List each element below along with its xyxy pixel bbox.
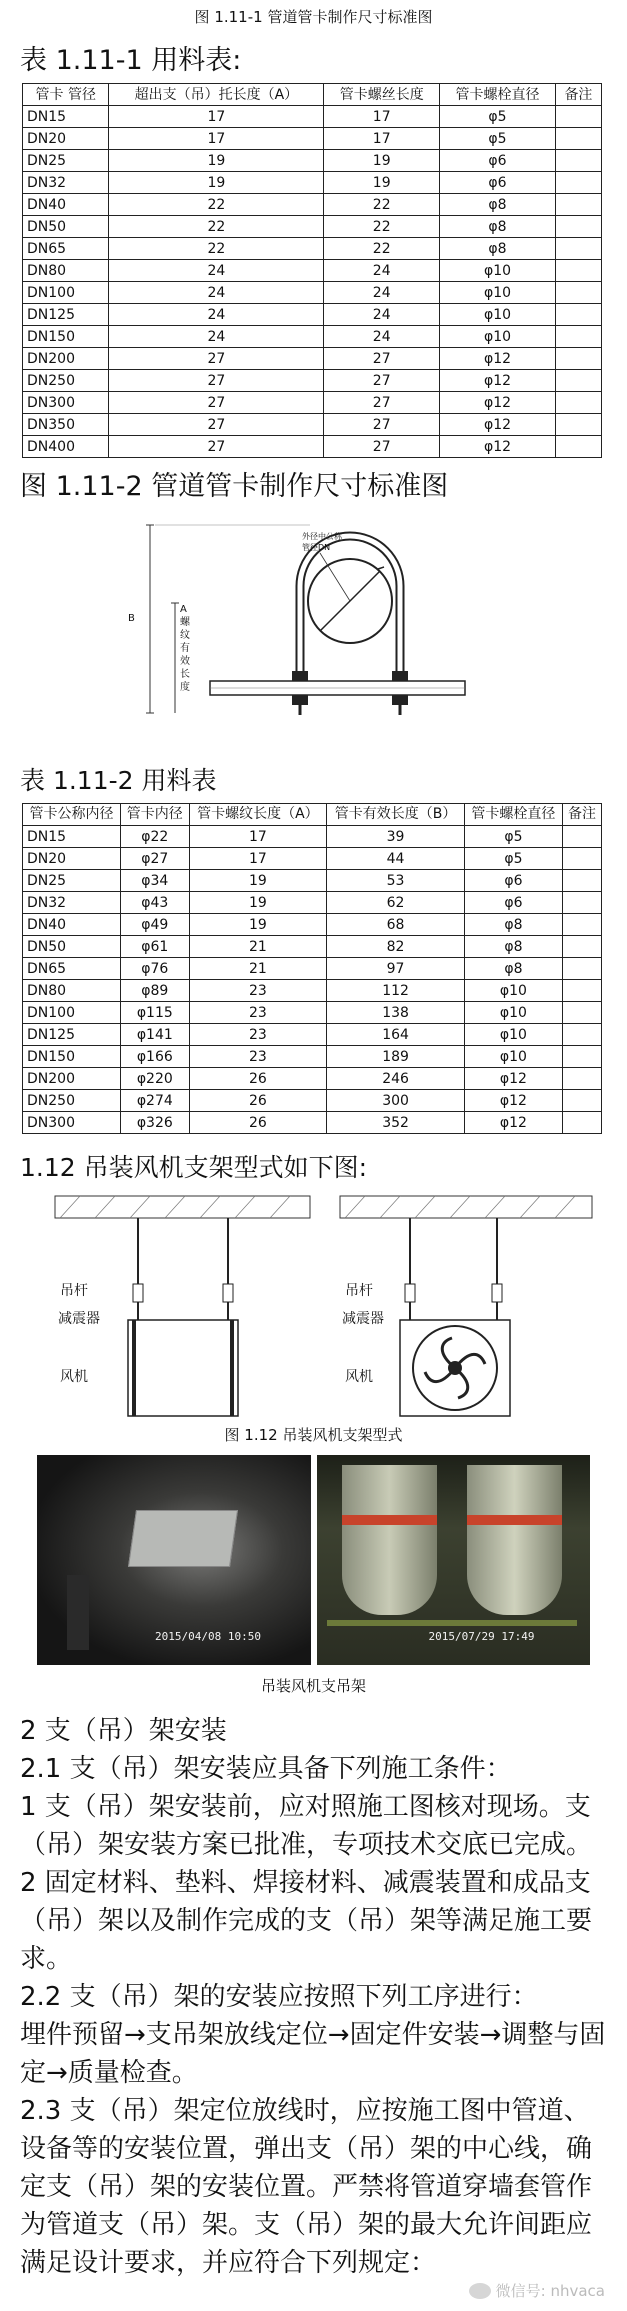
- table-cell: [555, 348, 601, 370]
- table-cell: [562, 848, 601, 870]
- table-cell: 22: [324, 216, 440, 238]
- table-row: [23, 150, 602, 172]
- fan-hanger-diagram: [0, 1184, 627, 1424]
- table-cell: 19: [324, 172, 440, 194]
- table-cell: 112: [327, 980, 465, 1002]
- table-cell: φ8: [440, 194, 556, 216]
- table-row: [23, 172, 602, 194]
- table-row: [23, 1024, 602, 1046]
- table-cell: φ34: [121, 870, 190, 892]
- table-cell: 23: [189, 1046, 327, 1068]
- table-row: [23, 958, 602, 980]
- table-cell: φ43: [121, 892, 190, 914]
- table-cell: [562, 936, 601, 958]
- table-cell: φ76: [121, 958, 190, 980]
- fan-hanger-drawing: [0, 1184, 627, 1424]
- table-row: [23, 870, 602, 892]
- table-cell: [562, 1024, 601, 1046]
- table-header-cell: 管卡 管径: [23, 84, 109, 106]
- table-header-cell: 管卡公称内径: [23, 804, 121, 826]
- table-cell: DN32: [23, 172, 109, 194]
- table-cell: [562, 1068, 601, 1090]
- table-cell: 27: [109, 436, 324, 458]
- paragraph: 埋件预留→支吊架放线定位→固定件安装→调整与固定→质量检查。: [20, 2020, 606, 2088]
- figure-1-11-2-title: 图 1.11-2 管道管卡制作尺寸标准图: [20, 471, 449, 502]
- label-damper-right: 减震器: [342, 1311, 384, 1327]
- table-cell: DN15: [23, 826, 121, 848]
- table-cell: 21: [189, 936, 327, 958]
- table-cell: [562, 870, 601, 892]
- paragraph: 2.1 支（吊）架安装应具备下列施工条件：: [20, 1754, 512, 1784]
- table-cell: φ10: [440, 326, 556, 348]
- table-cell: DN250: [23, 1090, 121, 1112]
- table-cell: DN65: [23, 958, 121, 980]
- table-cell: DN100: [23, 282, 109, 304]
- table-cell: 27: [109, 348, 324, 370]
- label-hanger-rod-right: 吊杆: [345, 1283, 373, 1299]
- table-cell: φ5: [440, 106, 556, 128]
- label-damper-left: 减震器: [58, 1311, 100, 1327]
- installation-text: [20, 1712, 607, 2282]
- table-row: [23, 936, 602, 958]
- site-photos: [37, 1455, 590, 1665]
- table-cell: 62: [327, 892, 465, 914]
- label-hanger-rod-left: 吊杆: [60, 1283, 88, 1299]
- table-row: [23, 194, 602, 216]
- table-row: [23, 238, 602, 260]
- table-cell: 300: [327, 1090, 465, 1112]
- table-header-cell: 管卡螺栓直径: [440, 84, 556, 106]
- table-cell: 17: [189, 826, 327, 848]
- table-header-cell: 管卡螺纹长度（A）: [189, 804, 327, 826]
- table-cell: 27: [324, 392, 440, 414]
- table-cell: φ220: [121, 1068, 190, 1090]
- photo-caption: 吊装风机支吊架: [260, 1677, 366, 1695]
- table-cell: DN20: [23, 848, 121, 870]
- table-cell: 246: [327, 1068, 465, 1090]
- table-row: [23, 128, 602, 150]
- table-cell: 19: [189, 870, 327, 892]
- table-cell: [555, 260, 601, 282]
- table-cell: φ12: [440, 392, 556, 414]
- table-cell: [555, 304, 601, 326]
- table-cell: 24: [109, 282, 324, 304]
- table-cell: φ10: [464, 980, 562, 1002]
- table-row: [23, 980, 602, 1002]
- table-cell: 27: [109, 370, 324, 392]
- table-row: [23, 216, 602, 238]
- table-cell: DN300: [23, 392, 109, 414]
- table-cell: [555, 436, 601, 458]
- table-cell: 352: [327, 1112, 465, 1134]
- table-cell: DN40: [23, 194, 109, 216]
- table-row: [23, 392, 602, 414]
- table-cell: DN200: [23, 348, 109, 370]
- table-cell: [562, 958, 601, 980]
- table-cell: 23: [189, 1024, 327, 1046]
- table-row: [23, 892, 602, 914]
- table-row: [23, 914, 602, 936]
- table-cell: φ166: [121, 1046, 190, 1068]
- materials-table-2: [22, 803, 602, 1134]
- table-cell: 19: [109, 172, 324, 194]
- table-row: [23, 326, 602, 348]
- paragraph: 1 支（吊）架安装前，应对照施工图核对现场。支（吊）架安装方案已批准，专项技术交底已完成。: [20, 1792, 593, 1860]
- table-cell: DN32: [23, 892, 121, 914]
- table-row: [23, 282, 602, 304]
- table-cell: [555, 128, 601, 150]
- wechat-icon: [469, 2283, 491, 2299]
- table-row: [23, 348, 602, 370]
- table-row: [23, 304, 602, 326]
- table-cell: φ8: [440, 238, 556, 260]
- figure-caption-top: 图 1.11-1 管道管卡制作尺寸标准图: [194, 8, 433, 26]
- table-cell: φ12: [440, 370, 556, 392]
- table-cell: 17: [324, 128, 440, 150]
- table-cell: DN400: [23, 436, 109, 458]
- table-cell: DN100: [23, 1002, 121, 1024]
- table-header-cell: 管卡螺丝长度: [324, 84, 440, 106]
- table-header-cell: 管卡有效长度（B）: [327, 804, 465, 826]
- section-1-12-title: 1.12 吊装风机支架型式如下图:: [20, 1153, 368, 1182]
- table-cell: 23: [189, 980, 327, 1002]
- table-cell: φ10: [440, 260, 556, 282]
- table-header-cell: 管卡内径: [121, 804, 190, 826]
- table-cell: [562, 1090, 601, 1112]
- table-cell: φ6: [440, 172, 556, 194]
- table-row: [23, 1046, 602, 1068]
- table-cell: [555, 194, 601, 216]
- table-cell: [562, 826, 601, 848]
- table-cell: 19: [109, 150, 324, 172]
- table-cell: φ12: [440, 414, 556, 436]
- table-cell: 189: [327, 1046, 465, 1068]
- table-row: [23, 414, 602, 436]
- table-cell: 19: [324, 150, 440, 172]
- table-row: [23, 1068, 602, 1090]
- table-cell: φ10: [440, 304, 556, 326]
- table-cell: φ12: [464, 1068, 562, 1090]
- table-cell: DN150: [23, 326, 109, 348]
- table-cell: DN50: [23, 216, 109, 238]
- table-cell: [555, 106, 601, 128]
- table-cell: 17: [109, 128, 324, 150]
- figure-1-12-caption: 图 1.12 吊装风机支架型式: [224, 1426, 403, 1444]
- table-cell: φ10: [464, 1002, 562, 1024]
- table1-title: 表 1.11-1 用料表:: [20, 45, 242, 76]
- table-cell: 24: [109, 304, 324, 326]
- table-cell: φ6: [440, 150, 556, 172]
- table-cell: 26: [189, 1090, 327, 1112]
- table-cell: φ8: [440, 216, 556, 238]
- table-cell: φ12: [440, 436, 556, 458]
- table-cell: 68: [327, 914, 465, 936]
- table-cell: [555, 150, 601, 172]
- table-cell: φ12: [440, 348, 556, 370]
- table-cell: 27: [109, 392, 324, 414]
- table-cell: DN200: [23, 1068, 121, 1090]
- paragraph: 2 固定材料、垫料、焊接材料、减震装置和成品支（吊）架以及制作完成的支（吊）架等满足施工要求。: [20, 1868, 593, 1974]
- table-cell: φ49: [121, 914, 190, 936]
- table-cell: 27: [324, 414, 440, 436]
- label-b: B: [128, 613, 135, 624]
- table-cell: φ89: [121, 980, 190, 1002]
- photo-fan-installation: [37, 1455, 311, 1665]
- table-cell: 17: [324, 106, 440, 128]
- table-cell: 24: [109, 260, 324, 282]
- table-cell: φ6: [464, 870, 562, 892]
- table-cell: 26: [189, 1112, 327, 1134]
- photo-duct-hangers: [317, 1455, 591, 1665]
- table-cell: 22: [324, 238, 440, 260]
- pipe-clamp-diagram: [0, 503, 627, 753]
- table-cell: φ22: [121, 826, 190, 848]
- table-cell: 27: [324, 348, 440, 370]
- wechat-watermark: [469, 2280, 605, 2301]
- table-cell: φ141: [121, 1024, 190, 1046]
- table-cell: 27: [324, 370, 440, 392]
- table-cell: 27: [109, 414, 324, 436]
- table-cell: 22: [109, 194, 324, 216]
- table-row: [23, 826, 602, 848]
- photo-timestamp-left: 2015/04/08 10:50: [155, 1630, 261, 1643]
- table-cell: φ10: [464, 1046, 562, 1068]
- table-row: [23, 1090, 602, 1112]
- table-cell: 23: [189, 1002, 327, 1024]
- paragraph: 2.2 支（吊）架的安装应按照下列工序进行：: [20, 1982, 538, 2012]
- table-cell: φ5: [440, 128, 556, 150]
- table-cell: [555, 238, 601, 260]
- table-row: [23, 370, 602, 392]
- table-cell: [555, 326, 601, 348]
- table-cell: DN125: [23, 304, 109, 326]
- table-cell: DN150: [23, 1046, 121, 1068]
- table-header-cell: 管卡螺栓直径: [464, 804, 562, 826]
- table-cell: 22: [109, 238, 324, 260]
- materials-table-1: [22, 83, 602, 458]
- table-cell: 26: [189, 1068, 327, 1090]
- table-row: [23, 106, 602, 128]
- table-cell: φ115: [121, 1002, 190, 1024]
- table-cell: 24: [324, 260, 440, 282]
- table-cell: φ5: [464, 848, 562, 870]
- table-cell: φ12: [464, 1090, 562, 1112]
- label-fan-left: 风机: [60, 1369, 88, 1385]
- table-cell: [555, 216, 601, 238]
- table-cell: 17: [189, 848, 327, 870]
- table-cell: φ27: [121, 848, 190, 870]
- table-cell: φ12: [464, 1112, 562, 1134]
- table-cell: 138: [327, 1002, 465, 1024]
- table-cell: φ10: [464, 1024, 562, 1046]
- table-row: [23, 1002, 602, 1024]
- table-cell: DN350: [23, 414, 109, 436]
- table-cell: [562, 980, 601, 1002]
- table-cell: φ326: [121, 1112, 190, 1134]
- table-cell: 44: [327, 848, 465, 870]
- table-cell: [555, 172, 601, 194]
- table-row: [23, 260, 602, 282]
- table-cell: 24: [324, 304, 440, 326]
- table-cell: [562, 892, 601, 914]
- table-cell: DN20: [23, 128, 109, 150]
- table-cell: 22: [324, 194, 440, 216]
- table-cell: φ6: [464, 892, 562, 914]
- table-cell: 19: [189, 892, 327, 914]
- table-cell: 22: [109, 216, 324, 238]
- table-cell: DN65: [23, 238, 109, 260]
- table-cell: [555, 392, 601, 414]
- watermark-text: 微信号: nhvaca: [495, 2282, 605, 2300]
- table-cell: [562, 1112, 601, 1134]
- table-cell: φ5: [464, 826, 562, 848]
- table-cell: 19: [189, 914, 327, 936]
- table-cell: φ8: [464, 958, 562, 980]
- table-cell: 164: [327, 1024, 465, 1046]
- label-fan-right: 风机: [345, 1369, 373, 1385]
- table-cell: DN50: [23, 936, 121, 958]
- table-cell: DN40: [23, 914, 121, 936]
- table-cell: [555, 370, 601, 392]
- table-header-cell: 超出支（吊）托长度（A）: [109, 84, 324, 106]
- table-cell: [562, 1046, 601, 1068]
- table-cell: 24: [324, 326, 440, 348]
- table-cell: 82: [327, 936, 465, 958]
- table-row: [23, 436, 602, 458]
- table-row: [23, 1112, 602, 1134]
- table-cell: φ274: [121, 1090, 190, 1112]
- photo-timestamp-right: 2015/07/29 17:49: [428, 1630, 535, 1643]
- table-cell: 21: [189, 958, 327, 980]
- table-cell: DN250: [23, 370, 109, 392]
- table2-title: 表 1.11-2 用料表: [20, 766, 217, 795]
- table-cell: 39: [327, 826, 465, 848]
- table-cell: DN80: [23, 980, 121, 1002]
- table-cell: DN25: [23, 870, 121, 892]
- table-header-cell: 备注: [562, 804, 601, 826]
- table-cell: φ10: [440, 282, 556, 304]
- table-cell: DN80: [23, 260, 109, 282]
- table-cell: 17: [109, 106, 324, 128]
- table-cell: DN125: [23, 1024, 121, 1046]
- table-cell: 24: [324, 282, 440, 304]
- table-cell: DN15: [23, 106, 109, 128]
- table-cell: DN25: [23, 150, 109, 172]
- label-a-effective-thread-length: A 螺 纹 有 效 长 度: [180, 604, 190, 693]
- table-cell: 53: [327, 870, 465, 892]
- table-cell: [562, 914, 601, 936]
- label-dn: 外径中公称 管径DN: [302, 532, 342, 552]
- table-cell: 24: [109, 326, 324, 348]
- table-cell: 97: [327, 958, 465, 980]
- table-cell: φ8: [464, 914, 562, 936]
- table-cell: [562, 1002, 601, 1024]
- table-cell: φ8: [464, 936, 562, 958]
- table-cell: [555, 282, 601, 304]
- paragraph: 2.3 支（吊）架定位放线时，应按施工图中管道、设备等的安装位置，弹出支（吊）架的中心线，确定支（吊）架的安装位置。严禁将管道穿墙套管作为管道支（吊）架。支（吊）架的最大允许间距应满足设计要求，并应符合下列规定：: [20, 2096, 593, 2278]
- table-row: [23, 848, 602, 870]
- table-header-cell: 备注: [555, 84, 601, 106]
- table-cell: DN300: [23, 1112, 121, 1134]
- table-cell: [555, 414, 601, 436]
- table-cell: 27: [324, 436, 440, 458]
- paragraph: 2 支（吊）架安装: [20, 1716, 227, 1746]
- table-cell: φ61: [121, 936, 190, 958]
